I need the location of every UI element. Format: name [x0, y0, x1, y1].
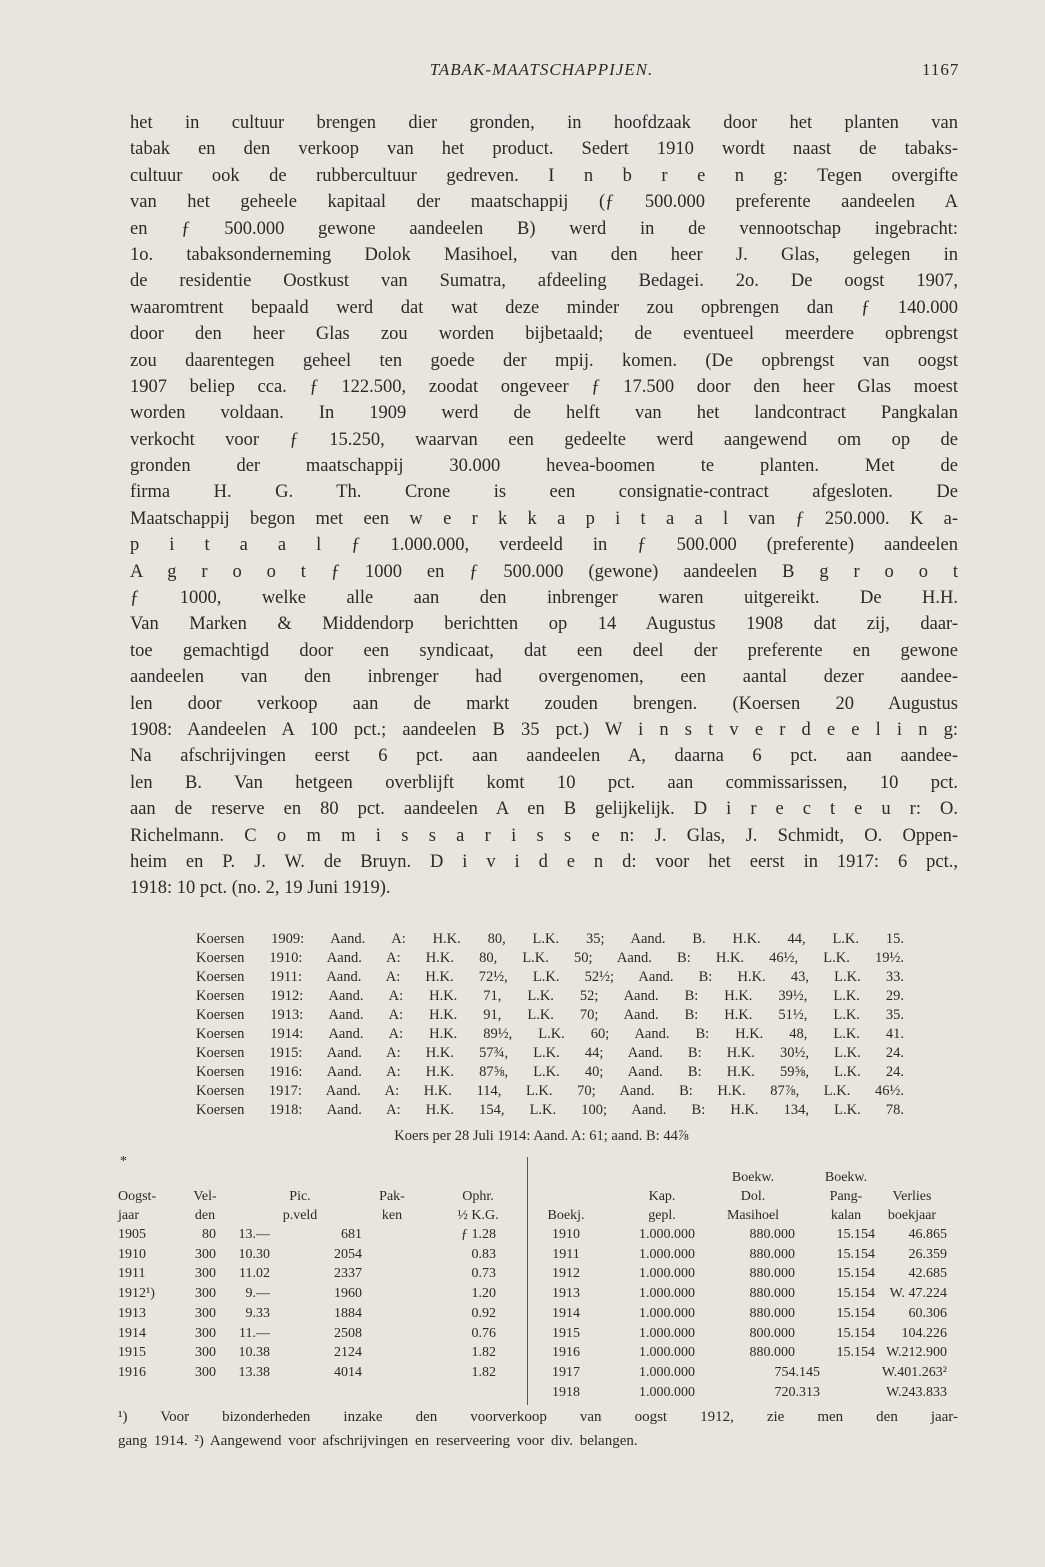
table-cell: 1914	[118, 1325, 146, 1341]
table-cell: 1884	[334, 1305, 362, 1321]
table-cell: 300	[195, 1286, 216, 1302]
column-header: p.veld	[282, 1208, 318, 1223]
table-cell: 1916	[552, 1345, 580, 1361]
table-cell: 880.000	[749, 1305, 795, 1321]
body-line: worden voldaan. In 1909 werd de helft van het landcontract Pangkalan	[130, 403, 958, 424]
table-cell: 1912	[552, 1266, 580, 1282]
table-cell: 15.154	[836, 1286, 875, 1302]
table-cell: 104.226	[901, 1325, 947, 1341]
body-line: het in cultuur brengen dier gronden, in hoofdzaak door het planten van	[130, 113, 958, 133]
table-cell: 15.154	[836, 1227, 875, 1242]
body-line: len door verkoop aan de markt zouden brengen. (Koersen 20 Augustus	[130, 693, 958, 714]
table-cell: 1914	[552, 1305, 580, 1321]
table-cell: 300	[195, 1364, 216, 1380]
table-cell: W.212.900	[886, 1345, 947, 1361]
body-line: 1918: 10 pct. (no. 2, 19 Juni 1919).	[130, 878, 391, 899]
body-line: Van Marken & Middendorp berichtten op 14 Augustus 1908 dat zij, daar-	[130, 614, 958, 635]
body-line: firma H. G. Th. Crone is een consignatie-contract afgesloten. De	[130, 482, 958, 503]
body-line: p i t a a l ƒ 1.000.000, verdeeld in ƒ 500.000 (preferente) aandeelen	[130, 535, 958, 556]
table-cell: 880.000	[749, 1345, 795, 1361]
column-header: Pak-	[379, 1189, 405, 1204]
body-line: waaromtrent bepaald werd dat wat deze minder zou opbrengen dan ƒ 140.000	[130, 297, 958, 318]
table-cell: 42.685	[908, 1266, 947, 1282]
table-cell: 26.359	[908, 1246, 947, 1262]
table-cell: 300	[195, 1345, 216, 1361]
table-cell: 1917	[552, 1364, 580, 1380]
table-cell: 15.154	[836, 1345, 875, 1361]
column-header: den	[194, 1208, 216, 1223]
body-line: gronden der maatschappij 30.000 hevea-boomen te planten. Met de	[130, 456, 958, 477]
koersen-row: Koersen 1915: Aand. A: H.K. 57¾, L.K. 44; Aand. B: H.K. 30½, L.K. 24.	[196, 1045, 904, 1061]
column-header: Boekj.	[547, 1208, 585, 1223]
table-cell: 880.000	[749, 1266, 795, 1282]
body-line: van het geheele kapitaal der maatschappij (ƒ 500.000 preferente aandeelen A	[130, 192, 958, 213]
column-header: Verlies	[892, 1189, 932, 1204]
table-cell: 15.154	[836, 1305, 875, 1321]
table-cell: 300	[195, 1305, 216, 1321]
table-cell: 1.000.000	[639, 1325, 695, 1341]
koersen-row: Koersen 1917: Aand. A: H.K. 114, L.K. 70; Aand. B: H.K. 87⅞, L.K. 46½.	[196, 1083, 904, 1099]
body-line: de residentie Oostkust van Sumatra, afdeeling Bedagei. 2o. De oogst 1907,	[130, 271, 958, 292]
running-title: TABAK-MAATSCHAPPIJEN.	[429, 60, 654, 79]
koersen-row: Koersen 1910: Aand. A: H.K. 80, L.K. 50; Aand. B: H.K. 46½, L.K. 19½.	[196, 950, 904, 966]
body-line: tabak en den verkoop van het product. Sedert 1910 wordt naast de tabaks-	[130, 139, 958, 160]
koersen-row: Koersen 1912: Aand. A: H.K. 71, L.K. 52; Aand. B: H.K. 39½, L.K. 29.	[196, 988, 904, 1004]
table-cell: 1.000.000	[639, 1227, 695, 1242]
body-line: toe gemachtigd door een syndicaat, dat een deel der preferente en gewone	[130, 640, 958, 661]
table-divider	[527, 1157, 528, 1405]
column-header: kalan	[830, 1208, 862, 1223]
body-line: A g r o o t ƒ 1000 en ƒ 500.000 (gewone) aandeelen B g r o o t	[130, 561, 958, 582]
body-line: 1908: Aandeelen A 100 pct.; aandeelen B 35 pct.) W i n s t v e r d e e l i n g:	[130, 719, 958, 740]
body-line: cultuur ook de rubbercultuur gedreven. I n b r e n g: Tegen overgifte	[130, 165, 958, 186]
body-line: 1o. tabaksonderneming Dolok Masihoel, van den heer J. Glas, gelegen in	[130, 244, 958, 265]
table-cell: 46.865	[908, 1227, 947, 1242]
table-cell: 720.313	[774, 1384, 820, 1400]
body-line: Richelmann. C o m m i s s a r i s s e n: J. Glas, J. Schmidt, O. Oppen-	[130, 825, 958, 846]
table-cell: 1910	[118, 1246, 146, 1262]
table-cell: 1913	[118, 1305, 146, 1321]
table-cell: 800.000	[749, 1325, 795, 1341]
table-marker: *	[120, 1154, 127, 1169]
table-cell: 9.33	[245, 1305, 270, 1321]
table-cell: 0.83	[471, 1246, 496, 1262]
column-header: Oogst-	[118, 1189, 157, 1204]
table-cell: 2508	[334, 1325, 362, 1341]
koersen-row: Koersen 1918: Aand. A: H.K. 154, L.K. 100; Aand. B: H.K. 134, L.K. 78.	[196, 1102, 904, 1118]
table-cell: 1.000.000	[639, 1345, 695, 1361]
koersen-row: Koersen 1916: Aand. A: H.K. 87⅝, L.K. 40; Aand. B: H.K. 59⅝, L.K. 24.	[196, 1064, 904, 1080]
table-cell: 1911	[118, 1266, 146, 1282]
footnote-2: gang 1914. ²) Aangewend voor afschrijvingen en reserveering voor div. belangen.	[118, 1433, 638, 1449]
page-number: 1167	[922, 60, 960, 79]
body-line: Na afschrijvingen eerst 6 pct. aan aandeelen A, daarna 6 pct. aan aandee-	[130, 746, 958, 767]
table-cell: 1915	[118, 1345, 146, 1361]
table-cell: 0.73	[471, 1266, 496, 1282]
column-header: Pic.	[289, 1189, 311, 1204]
koersen-row: Koersen 1913: Aand. A: H.K. 91, L.K. 70; Aand. B: H.K. 51½, L.K. 35.	[196, 1007, 904, 1023]
table-cell: 0.76	[471, 1325, 496, 1341]
table-cell: ƒ 1.28	[461, 1227, 496, 1242]
table-cell: W.243.833	[886, 1384, 947, 1400]
column-header: Dol.	[740, 1189, 766, 1204]
table-cell: W.401.263²	[881, 1364, 947, 1380]
table-cell: 10.30	[238, 1246, 270, 1262]
table-cell: 11.02	[239, 1266, 270, 1282]
column-header: boekjaar	[887, 1208, 937, 1223]
table-cell: 1910	[552, 1227, 580, 1242]
body-line: Maatschappij begon met een w e r k k a p i t a a l van ƒ 250.000. K a-	[130, 508, 958, 529]
body-line: door den heer Glas zou worden bijbetaald; de eventueel meerdere opbrengst	[130, 324, 958, 345]
table-cell: 1916	[118, 1364, 146, 1380]
column-header: Masihoel	[726, 1208, 780, 1223]
table-cell: 880.000	[749, 1227, 795, 1242]
koersen-row: Koersen 1914: Aand. A: H.K. 89½, L.K. 60; Aand. B: H.K. 48, L.K. 41.	[196, 1026, 904, 1042]
table-cell: 2337	[334, 1266, 362, 1282]
table-cell: 9.—	[245, 1286, 270, 1302]
table-cell: 1905	[118, 1227, 146, 1242]
table-cell: 1960	[334, 1286, 362, 1302]
koersen-row: Koersen 1911: Aand. A: H.K. 72½, L.K. 52½; Aand. B: H.K. 43, L.K. 33.	[196, 969, 904, 985]
table-cell: 4014	[334, 1364, 362, 1380]
table-cell: 1913	[552, 1286, 580, 1302]
table-cell: 300	[195, 1266, 216, 1282]
table-cell: 754.145	[774, 1364, 820, 1380]
table-cell: 60.306	[908, 1305, 947, 1321]
table-cell: 1.000.000	[639, 1305, 695, 1321]
table-cell: 1918	[552, 1384, 580, 1400]
table-cell: 1911	[552, 1246, 580, 1262]
column-header: Ophr.	[462, 1189, 494, 1204]
column-header: gepl.	[648, 1208, 676, 1223]
body-line: en ƒ 500.000 gewone aandeelen B) werd in de vennootschap ingebracht:	[130, 218, 958, 239]
body-line: zou daarentegen geheel ten goede der mpij. komen. (De opbrengst van oogst	[130, 350, 958, 371]
table-cell: 300	[195, 1246, 216, 1262]
table-cell: W. 47.224	[889, 1286, 947, 1302]
footnote-1: ¹) Voor bizonderheden inzake den voorverkoop van oogst 1912, zie men den jaar-	[118, 1409, 958, 1425]
table-cell: 880.000	[749, 1286, 795, 1302]
column-header: ½ K.G.	[457, 1208, 499, 1223]
table-cell: 1.000.000	[639, 1266, 695, 1282]
column-header: Boekw.	[824, 1170, 868, 1185]
table-cell: 0.92	[471, 1305, 496, 1321]
table-cell: 1.000.000	[639, 1286, 695, 1302]
table-cell: 10.38	[238, 1345, 270, 1361]
column-header: Vel-	[193, 1189, 217, 1204]
table-cell: 681	[341, 1227, 362, 1242]
table-cell: 1.000.000	[639, 1364, 695, 1380]
column-header: Pang-	[829, 1189, 863, 1204]
koersen-row: Koersen 1909: Aand. A: H.K. 80, L.K. 35; Aand. B. H.K. 44, L.K. 15.	[196, 931, 904, 947]
koersen-list	[196, 930, 904, 1120]
table-cell: 15.154	[836, 1266, 875, 1282]
body-text	[130, 110, 958, 902]
body-line: verkocht voor ƒ 15.250, waarvan een gedeelte werd aangewend om op de	[130, 429, 958, 450]
table-cell: 15.154	[836, 1325, 875, 1341]
body-line: aan de reserve en 80 pct. aandeelen A en B gelijkelijk. D i r e c t e u r: O.	[130, 799, 958, 820]
body-line: 1907 beliep cca. ƒ 122.500, zoodat ongeveer ƒ 17.500 door den heer Glas moest	[130, 376, 958, 397]
column-header: Boekw.	[731, 1170, 775, 1185]
table-cell: 1912¹)	[118, 1286, 155, 1302]
table-cell: 80	[202, 1227, 216, 1242]
table-cell: 2124	[334, 1345, 362, 1361]
table-cell: 2054	[334, 1246, 362, 1262]
body-line: ƒ 1000, welke alle aan den inbrenger waren uitgereikt. De H.H.	[130, 588, 958, 609]
table-cell: 13.—	[238, 1227, 270, 1242]
table-cell: 1.20	[471, 1286, 496, 1302]
column-header: Kap.	[648, 1189, 676, 1204]
column-header: jaar	[118, 1208, 139, 1223]
table-cell: 300	[195, 1325, 216, 1341]
column-header: ken	[381, 1208, 403, 1223]
table-cell: 15.154	[836, 1246, 875, 1262]
table-cell: 1.000.000	[639, 1246, 695, 1262]
table-cell: 880.000	[749, 1246, 795, 1262]
body-line: heim en P. J. W. de Bruyn. D i v i d e n d: voor het eerst in 1917: 6 pct.,	[130, 851, 958, 872]
body-line: len B. Van hetgeen overblijft komt 10 pct. aan commissarissen, 10 pct.	[130, 772, 958, 793]
table-cell: 1.000.000	[639, 1384, 695, 1400]
table-cell: 1.82	[471, 1364, 496, 1380]
body-line: aandeelen van den inbrenger had overgenomen, een aantal dezer aandee-	[130, 667, 958, 688]
table-cell: 1.82	[471, 1345, 496, 1361]
table-cell: 11.—	[239, 1325, 270, 1341]
table-cell: 13.38	[238, 1364, 270, 1380]
koers-juli-1914: Koers per 28 Juli 1914: Aand. A: 61; aand. B: 44⅞	[394, 1128, 689, 1144]
table-cell: 1915	[552, 1325, 580, 1341]
